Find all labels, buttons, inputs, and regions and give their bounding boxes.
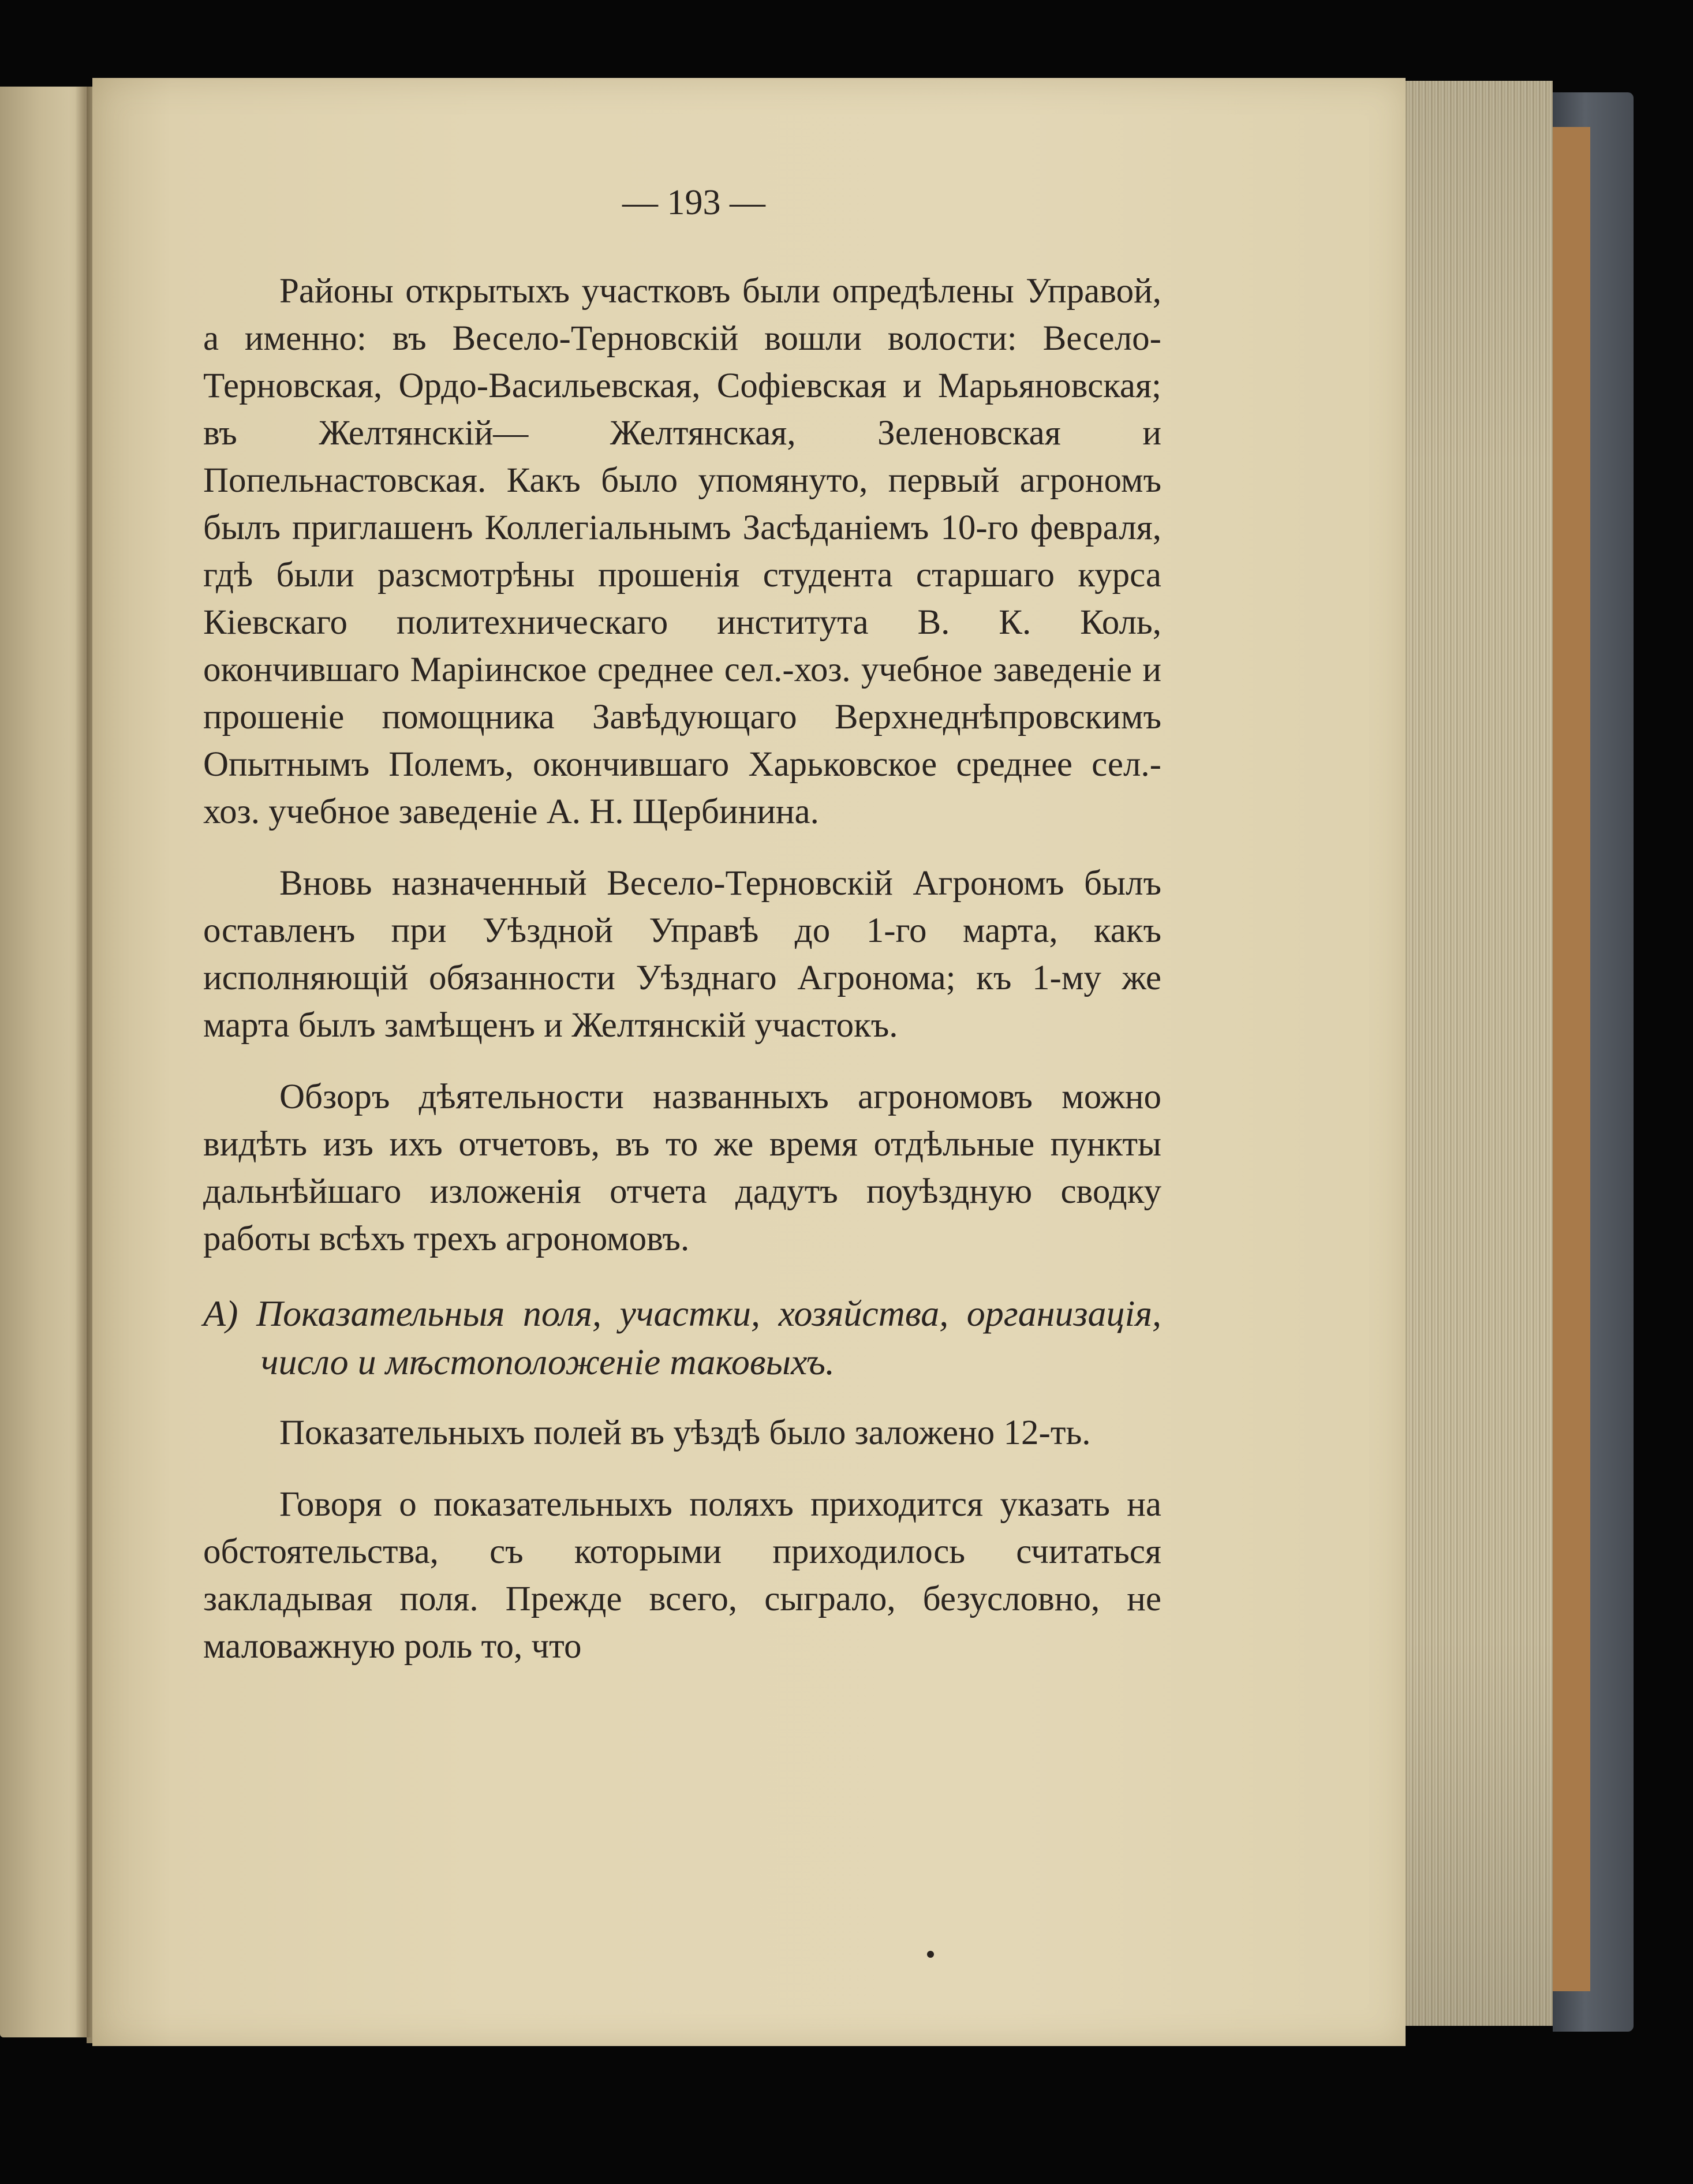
page-number: — 193 — xyxy=(622,183,765,222)
paragraph-4: Показательныхъ полей въ уѣздѣ было заложено 12-ть. xyxy=(279,1413,1091,1452)
page-block-shade xyxy=(1397,81,1553,2026)
paragraph-5: Говоря о показательныхъ поляхъ приходится указать на обстоятельства, съ которыми приходилось считаться закладывая поля. Прежде всего, сыграло, безусловно, не маловажную роль то, что xyxy=(203,1485,1161,1666)
cover-inner-edge xyxy=(1547,127,1590,1991)
paragraph-3: Обзоръ дѣятельности названныхъ агрономовъ можно видѣть изъ ихъ отчетовъ, въ то же время отдѣльные пункты дальнѣйшаго изложенія отчета дадутъ поуѣздную сводку работы всѣхъ трехъ агрономовъ. xyxy=(203,1078,1161,1258)
ink-dot xyxy=(927,1951,934,1958)
section-heading: А) Показательныя поля, участки, хозяйства, организація, число и мѣстоположеніе таковыхъ. xyxy=(203,1293,1161,1382)
left-page-shadow xyxy=(75,87,92,2037)
page-text xyxy=(203,173,1161,1695)
paragraph-1: Районы открытыхъ участковъ были опредѣлены Управой, а именно: въ Весело-Терновскій вошли волости: Весело-Терновская, Ордо-Васильевская, Софіевская и Марьяновская; въ Желтянскій— Желтянская, Зеленовская и Попельнастовская. Какъ было упомянуто, первый агрономъ былъ приглашенъ Коллегіальнымъ Засѣданіемъ 10-го февраля, гдѣ были разсмотрѣны прошенія студента старшаго курса Кіевскаго политехническаго института В. К. Коль, окончившаго Маріинское среднее сел.-хоз. учебное заведеніе и прошеніе помощника Завѣдующаго Верхнеднѣпровскимъ Опытнымъ Полемъ, окончившаго Харьковское среднее сел.-хоз. учебное заведеніе А. Н. Щербинина. xyxy=(203,272,1161,831)
paragraph-2: Вновь назначенный Весело-Терновскій Агрономъ былъ оставленъ при Уѣздной Управѣ до 1-го марта, какъ исполняющій обязанности Уѣзднаго Агронома; къ 1-му же марта былъ замѣщенъ и Желтянскій участокъ. xyxy=(203,864,1161,1045)
